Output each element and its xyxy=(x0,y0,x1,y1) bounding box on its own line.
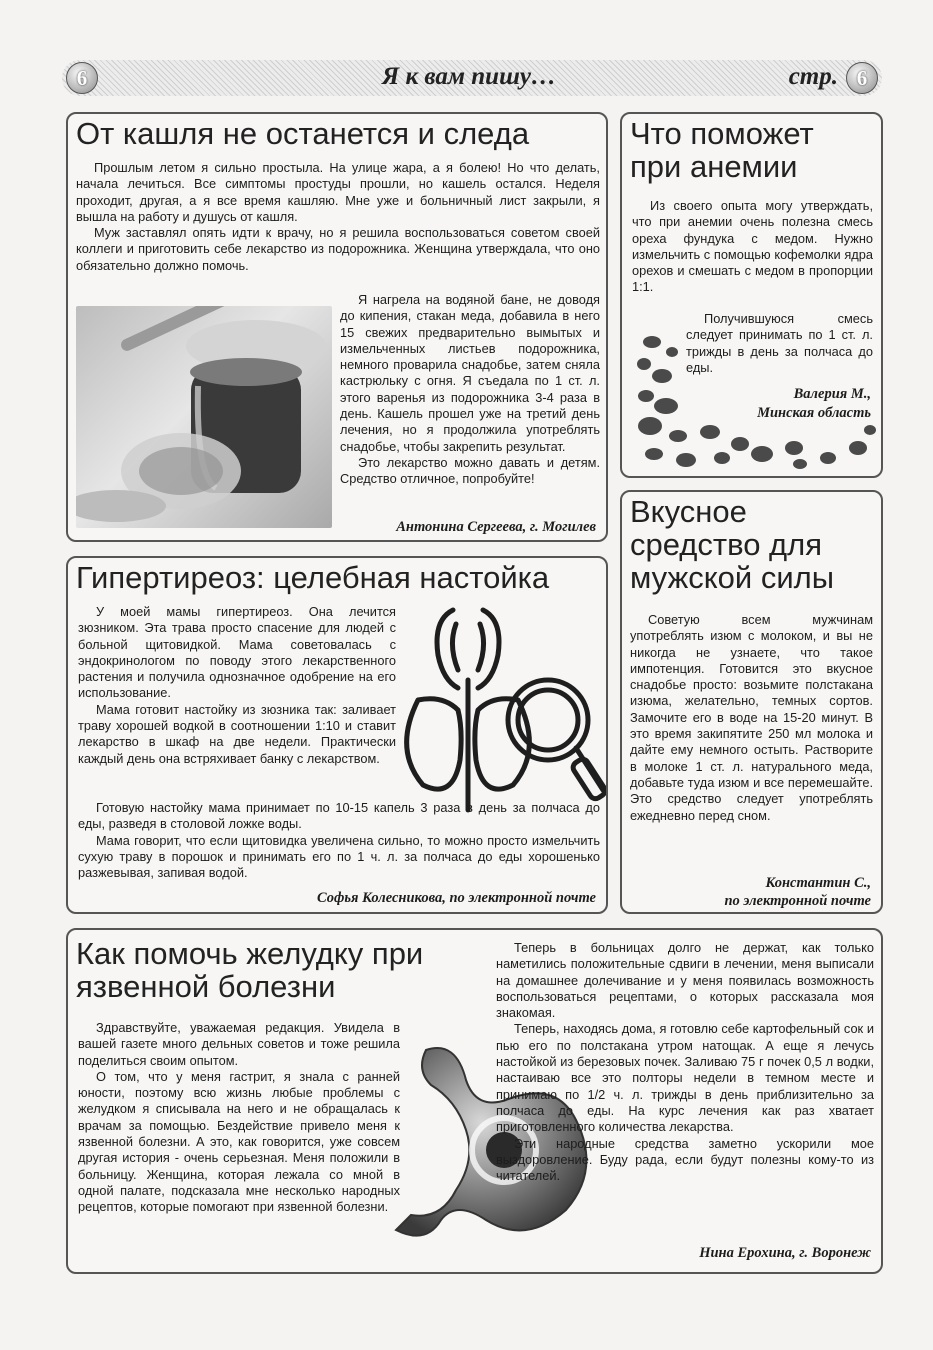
article-anemia-signature-place: Минская область xyxy=(757,405,871,421)
article-stomach-signature: Нина Ерохина, г. Воронеж xyxy=(699,1245,871,1261)
thyroid-magnifier-illustration xyxy=(398,600,608,820)
article-cough-text-side xyxy=(340,292,600,488)
page-header xyxy=(62,60,882,96)
article-male-strength-title: Вкусное средство для мужской силы xyxy=(630,494,835,595)
paragraph: Мама говорит, что если щитовидка увеличена сильно, то можно просто измельчить сухую траву в порошок и принимать его по 1 ч. л. за полчаса до еды хорошенько разжевывая, запивая водой. xyxy=(78,832,600,881)
article-cough-text-top xyxy=(76,160,600,274)
article-hyperthyroid xyxy=(66,556,608,914)
paragraph: Из своего опыта могу утверждать, что при анемии очень полезна смесь ореха фундука с медом. Нужно измельчить с помощью кофемолки ядра орехов и смешать с медом в пропорции 1:1. xyxy=(632,198,873,295)
paragraph: У моей мамы гипертиреоз. Она лечится зюзником. Эта трава просто спасение для людей с больной щитовидкой. Мама советовалась с эндокринологом по поводу этого лекарственного растения и получила однозначное одобрение на его использование. xyxy=(78,604,396,701)
article-hyperthyroid-text-bottom xyxy=(78,800,600,881)
article-hyperthyroid-title: Гипертиреоз: целебная настойка xyxy=(76,560,550,595)
paragraph: Советую всем мужчинам употреблять изюм с молоком, и вы не никогда не узнаете, что такое импотенция. Готовится это вкусное снадобье просто: возьмите полстакана изюма, желательно, темных сортов. Замочите его в воде на 15-20 минут. В это время закипятите 250 мл молока и дайте ему немного остыть. Растворите в молоке 1 ст. л. натурального меда, добавьте туда изюм и все перемешайте. Это средство следует употреблять ежедневно перед сном. xyxy=(630,612,873,823)
article-anemia-title: Что поможет при анемии xyxy=(630,116,814,184)
article-cough-title: От кашля не останется и следа xyxy=(76,116,530,151)
article-cough-signature: Антонина Сергеева, г. Могилев xyxy=(396,519,596,535)
paragraph: Получившуюся смесь следует принимать по 1 ст. л. трижды в день за полчаса до еды. xyxy=(686,311,873,375)
article-hyperthyroid-signature: Софья Колесникова, по электронной почте xyxy=(317,890,596,906)
article-cough xyxy=(66,112,608,542)
page-number-left: 6 xyxy=(66,62,98,94)
paragraph: Теперь в больницах долго не держат, как только наметились положительные сдвиги в лечении, меня выписали на домашнее долечивание и у меня появилась возможность воспользоваться рецептами, о которых рассказала моя знакомая. xyxy=(496,940,874,1021)
article-hyperthyroid-text-side xyxy=(78,604,396,767)
paragraph: Мама готовит настойку из зюзника так: заливает траву хорошей водкой в соотношении 1:10 и ставит лекарство в шкаф на две недели. Практически каждый день она встряхивает банку с лекарством. xyxy=(78,701,396,766)
article-male-strength-signature-name: Константин С., xyxy=(765,875,871,891)
paragraph: Муж заставлял опять идти к врачу, но я решила воспользоваться советом своей коллеги и приготовить себе лекарство из подорожника. Женщина утверждала, что оно обязательно должно помочь. xyxy=(76,225,600,273)
article-stomach xyxy=(66,928,883,1274)
article-male-strength-text xyxy=(630,612,873,824)
article-anemia-text-2 xyxy=(686,311,873,376)
honey-jar-image xyxy=(76,306,332,528)
section-title: Я к вам пишу… xyxy=(382,63,556,90)
article-anemia-text xyxy=(632,198,873,296)
paragraph: Готовую настойку мама принимает по 10-15 капель 3 раза в день за полчаса до еды, разведя в столовой ложке воды. xyxy=(78,800,600,832)
article-anemia-signature-name: Валерия М., xyxy=(793,386,871,402)
paragraph: Это лекарство можно давать и детям. Средство отличное, попробуйте! xyxy=(340,454,600,487)
paragraph: Я нагрела на водяной бане, не доводя до кипения, стакан меда, добавила в него 15 свежих предварительно вымытых и измельченных листьев подорожника, немного проварила снадобье, затем сняла кастрюльку с огня. Я съедала по 1 ст. л. этого варенья из подорожника 3-4 раза в день. Кашель прошел уже на третий день лечения, но я продолжила употреблять снадобье, чтобы закрепить результат. xyxy=(340,292,600,454)
page-number-right: 6 xyxy=(846,62,878,94)
page-label: стр. xyxy=(788,63,838,90)
article-male-strength xyxy=(620,490,883,914)
paragraph: Здравствуйте, уважаемая редакция. Увидела в вашей газете много дельных советов и тоже решила поделиться своим опытом. xyxy=(78,1020,400,1068)
article-anemia xyxy=(620,112,883,478)
article-male-strength-signature-place: по электронной почте xyxy=(724,893,871,909)
article-stomach-text-left xyxy=(78,1020,400,1216)
paragraph: О том, что у меня гастрит, я знала с ранней юности, поэтому всю жизнь любые проблемы с желудком я списывала на него и не обращалась к врачам за помощью. Бездействие привело меня к язвенной болезни. А это, как говорится, уже совсем другая история - очень серьезная. Меня положили в больницу. Женщина, которая лежала со мной в одной палате, подсказала мне несколько народных рецептов, которые помогают при язвенной болезни. xyxy=(78,1068,400,1215)
paragraph: Теперь, находясь дома, я готовлю себе картофельный сок и пью его по полстакана утром натощак. А еще я лечусь настойкой из березовых почек. Заливаю 75 г почек 0,5 л водки, настаиваю все это полторы недели в темном месте и принимаю по 1/2 ч. л. трижды в день приблизительно за полчаса до еды. На курс лечения как раз хватает приготовленного количества лекарства. xyxy=(496,1021,874,1135)
article-stomach-title: Как помочь желудку при язвенной болезни xyxy=(76,936,424,1004)
article-stomach-text-right xyxy=(496,940,874,1184)
paragraph: Прошлым летом я сильно простыла. На улице жара, а я болею! Но что делать, начала лечиться. Все симптомы простуды прошли, но кашель остался. Неделя проходит, другая, а я все время кашляю. Мне уже и больничный лист закрыли, я вышла на работу и душусь от кашля. xyxy=(76,160,600,224)
paragraph: Эти народные средства заметно ускорили мое выздоровление. Буду рада, если будут полезны кому-то из читателей. xyxy=(496,1135,874,1184)
